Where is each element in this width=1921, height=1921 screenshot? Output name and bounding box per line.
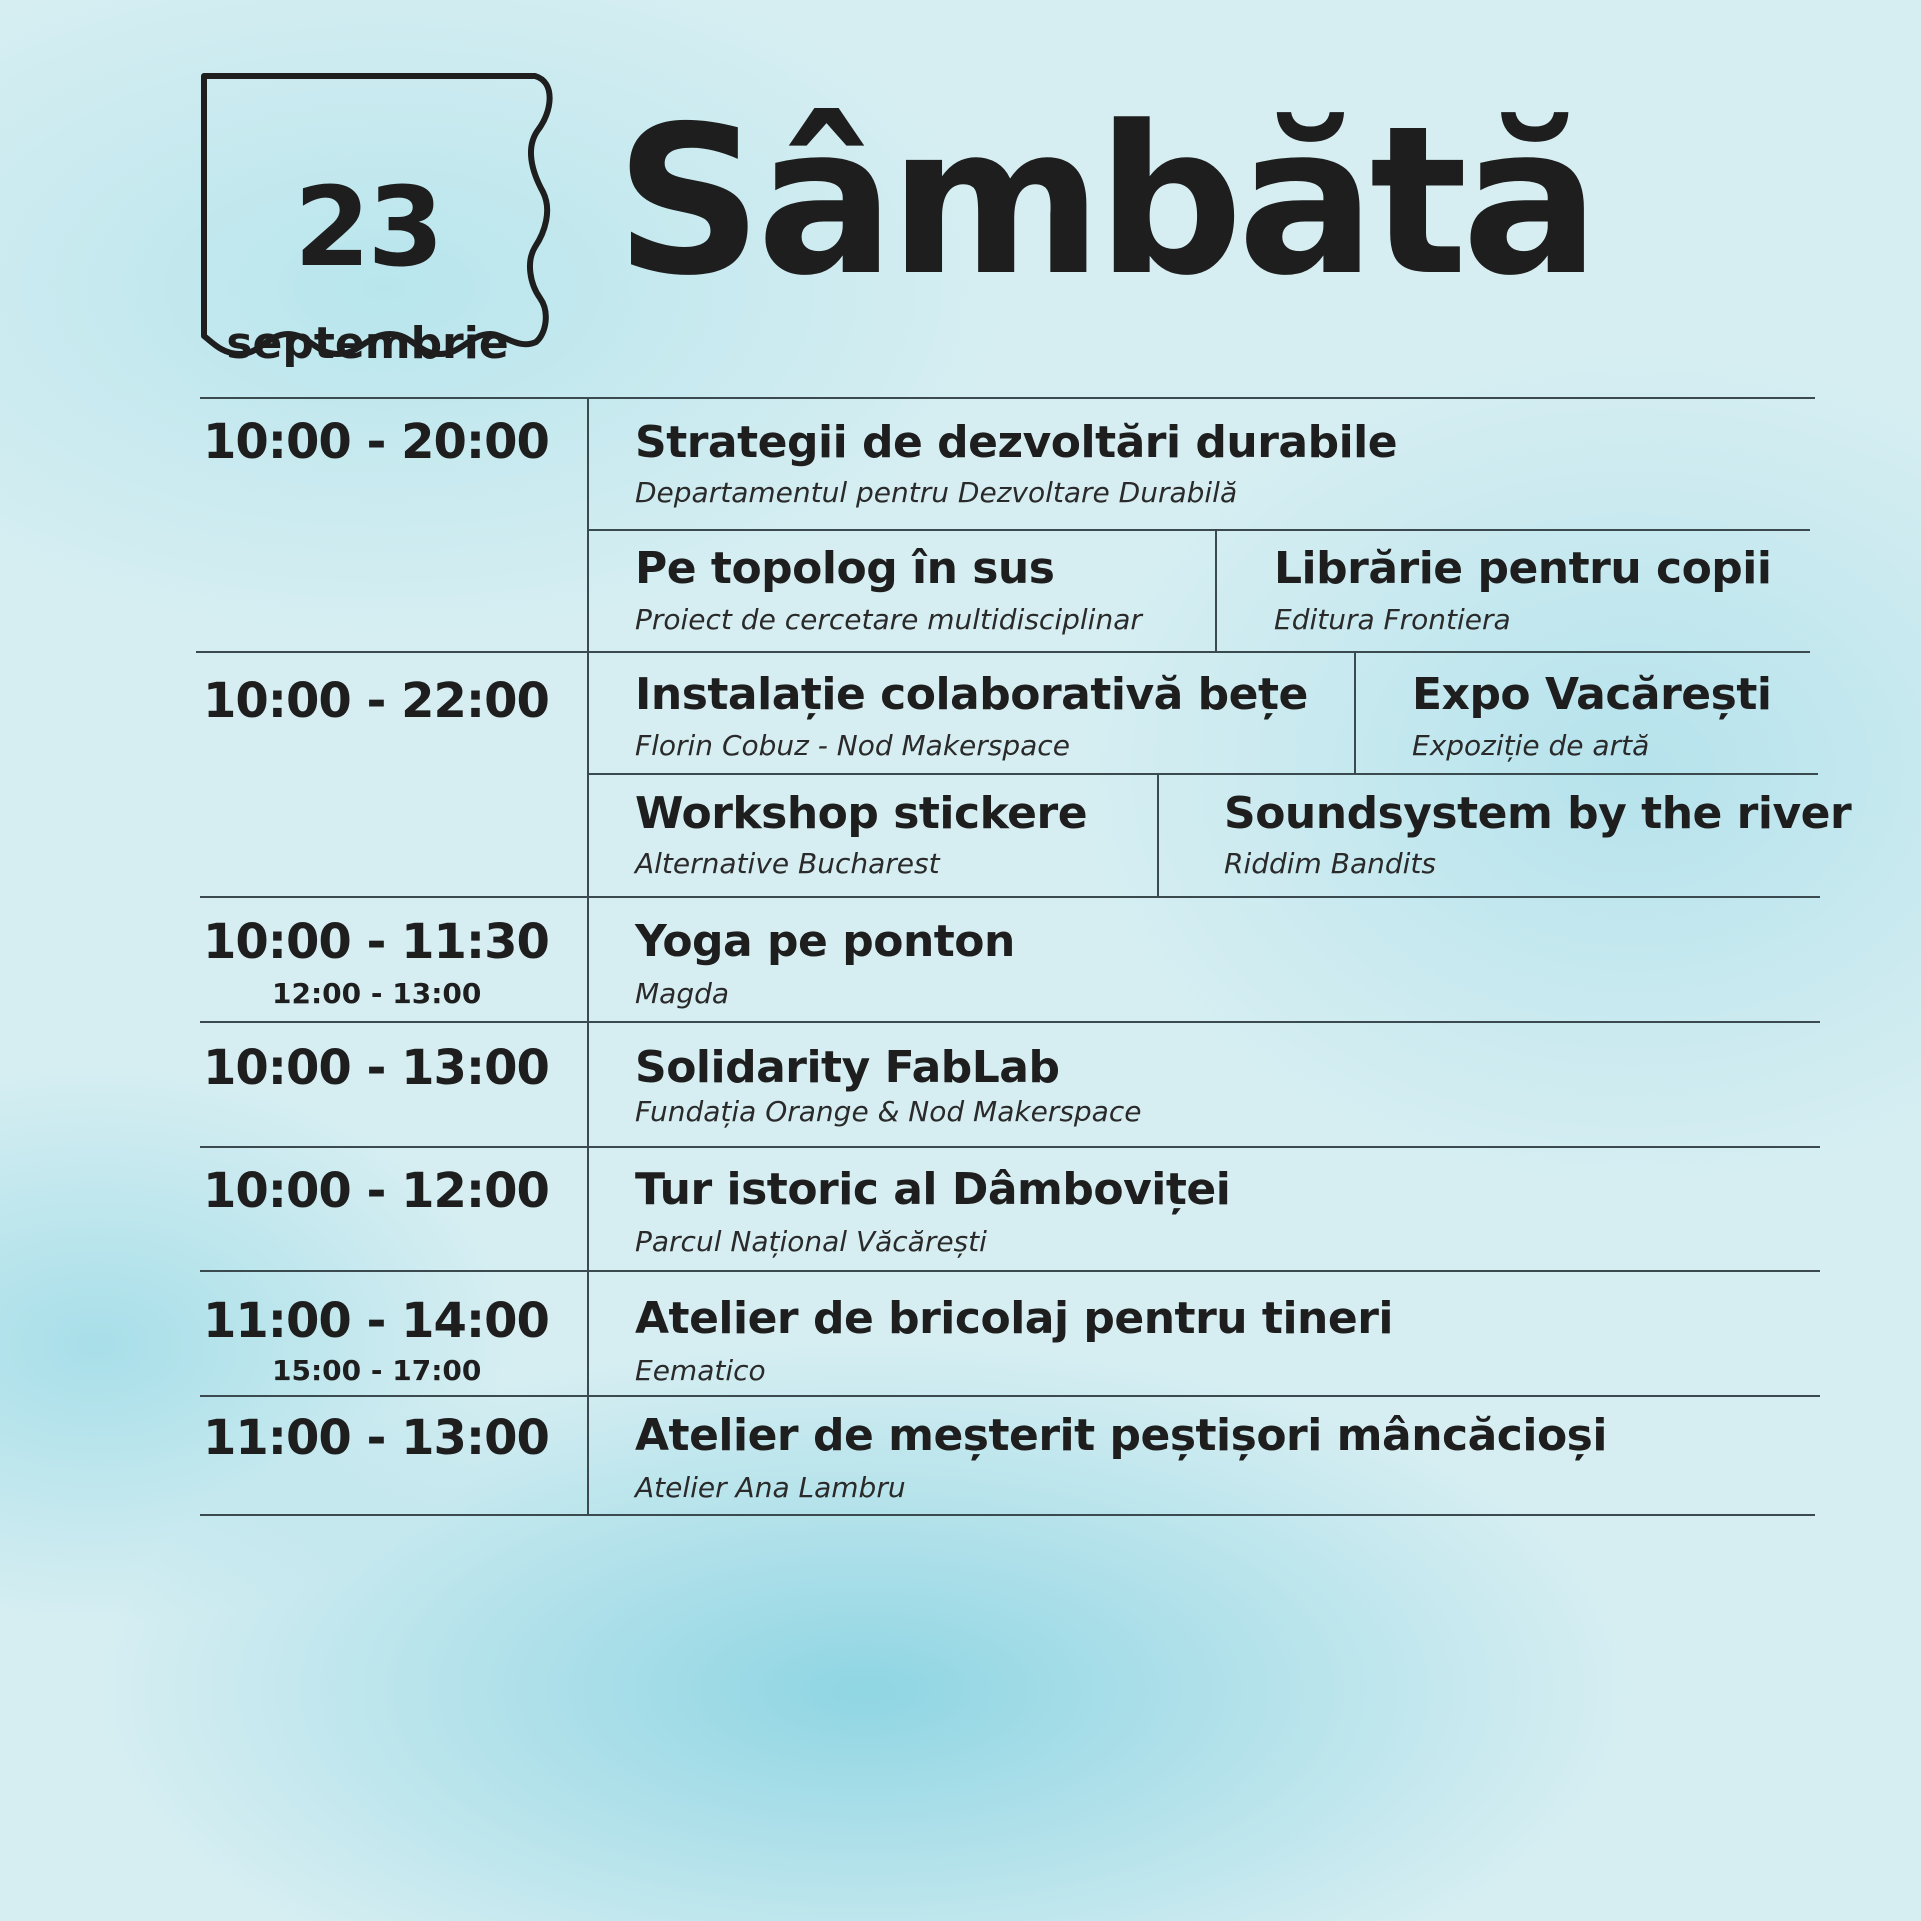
time-slot: 10:00 - 12:00 [203,1163,549,1219]
column-divider [1157,773,1159,896]
divider [588,773,1818,775]
date-number: 23 [293,163,442,291]
event-title: Atelier de bricolaj pentru tineri [635,1293,1393,1344]
event-title: Librărie pentru copii [1274,543,1772,594]
event-title: Pe topolog în sus [635,543,1055,594]
date-month: septembrie [226,318,509,369]
event-title: Expo Vacărești [1412,669,1772,720]
time-slot-secondary: 12:00 - 13:00 [272,977,482,1010]
event-subtitle: Expoziție de artă [1412,729,1650,762]
time-slot: 10:00 - 22:00 [203,673,549,729]
event-subtitle: Riddim Bandits [1224,847,1436,880]
event-subtitle: Editura Frontiera [1274,603,1511,636]
time-slot: 11:00 - 13:00 [203,1410,549,1466]
event-title: Workshop stickere [635,788,1088,839]
event-subtitle: Proiect de cercetare multidisciplinar [635,603,1142,636]
divider [196,651,1810,653]
page-title: Sâmbătă [615,83,1594,321]
divider [200,1514,1815,1516]
time-slot: 11:00 - 14:00 [203,1293,549,1349]
date-badge [200,72,560,369]
event-subtitle: Fundația Orange & Nod Makerspace [635,1095,1142,1128]
divider [200,1270,1820,1272]
event-title: Atelier de meșterit peștișori mâncăcioși [635,1410,1607,1461]
time-slot-secondary: 15:00 - 17:00 [272,1354,482,1387]
time-slot: 10:00 - 20:00 [203,414,549,470]
event-subtitle: Eematico [635,1354,766,1387]
divider [200,1021,1820,1023]
divider [200,397,1815,399]
divider [588,529,1810,531]
divider [200,1395,1820,1397]
event-subtitle: Parcul Național Văcărești [635,1225,987,1258]
event-title: Yoga pe ponton [635,916,1015,967]
event-subtitle: Florin Cobuz - Nod Makerspace [635,729,1070,762]
column-divider [587,397,589,1515]
event-title: Tur istoric al Dâmboviței [635,1164,1231,1215]
event-subtitle: Magda [635,977,730,1010]
divider [200,1146,1820,1148]
event-subtitle: Atelier Ana Lambru [635,1471,906,1504]
event-subtitle: Departamentul pentru Dezvoltare Durabilă [635,476,1238,509]
event-title: Solidarity FabLab [635,1042,1060,1093]
event-title: Strategii de dezvoltări durabile [635,417,1398,468]
event-title: Instalație colaborativă bețe [635,669,1308,720]
column-divider [1354,651,1356,773]
divider [200,896,1820,898]
column-divider [1215,529,1217,651]
event-subtitle: Alternative Bucharest [635,847,940,880]
time-slot: 10:00 - 13:00 [203,1040,549,1096]
time-slot: 10:00 - 11:30 [203,914,549,970]
event-title: Soundsystem by the river [1224,788,1852,839]
